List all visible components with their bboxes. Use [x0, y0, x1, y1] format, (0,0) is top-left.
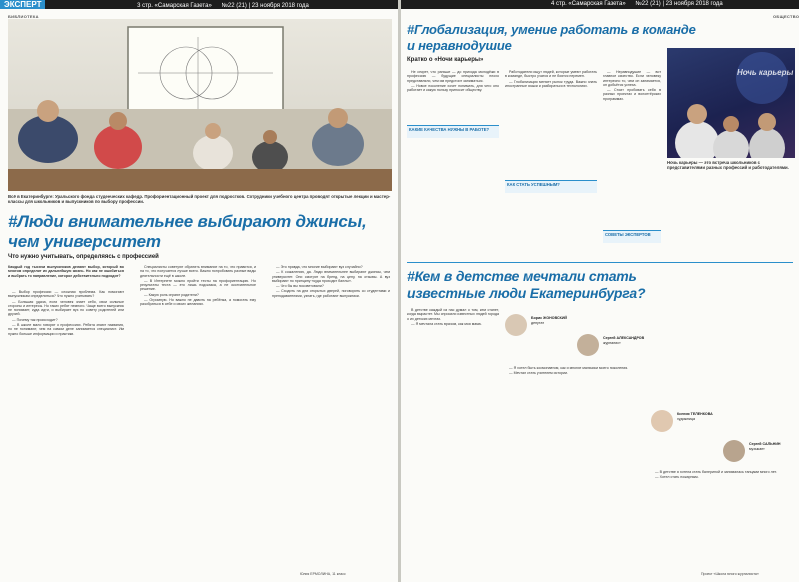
left-col-3-p4: — Сходить на дни открытых дверей, поговорить со студентами и преподавателями, узнать, где работают выпускники. — [272, 289, 390, 298]
person-name-3: Ксения ТЕЛЕНКОВА — [677, 412, 713, 416]
left-footer: Юлия ЕРМОЛИНА, 11 класс — [300, 572, 346, 576]
right-section: ОБЩЕСТВО — [773, 14, 799, 19]
right-col-2-p2: — Глобализация меняет рынок труда. Важно знать иностранные языки и разбираться в технологиях. — [505, 79, 597, 88]
right-col-1-p2: — Новое поколение хочет понимать, для чего оно работает и какую пользу приносит обществу. — [407, 83, 499, 93]
right-col-2 — [505, 70, 597, 250]
right-col-1-p1: Не секрет, что раньше — до прихода молодёжи в профессию — будущие специалисты плохо представляли, чем им предстоит заниматься. — [407, 70, 499, 83]
section-tag: ЭКСПЕРТ — [0, 0, 45, 9]
qualities-box-title: КАКИЕ КАЧЕСТВА НУЖНЫ В РАБОТЕ? — [409, 127, 490, 132]
right-headline-2a: #Кем в детстве мечтали стать — [407, 268, 637, 284]
left-col-2-p2: — В Интернете можно пройти тесты на профориентацию. Но результаты теста — это лишь подсказка, а не окончательное решение. — [140, 278, 256, 292]
right2-col-1 — [407, 308, 499, 568]
left-issue: №22 (21) | 23 ноября 2018 года — [221, 3, 309, 9]
right2-col-2-p1: — Я хотел быть космонавтом, как и многие мальчики моего поколения. — [509, 366, 629, 370]
left-col-1-p1: — Выбор профессии — сложная проблема. Как помогают выпускникам определиться? Что нужно учитывать? — [8, 290, 124, 299]
left-photo-caption: Всё в Екатеринбурге: Уральского фонда студенческих кафедр. Профориентационный проект для подростков. Сотрудники учебного центра проводят открытые лекции и мастер-классы для школьников и выпускников по выбору профессии. — [8, 194, 391, 205]
right-section-rule — [407, 262, 793, 263]
left-intro: Каждый год тысячи выпускников делают выбор, который во многом определит их дальнейшую жизнь. Но как не ошибиться и выбрать то направление, которое действительно подходит? — [8, 265, 124, 278]
right2-col-1-p2: — Я мечтала стать врачом, как моя мама. — [411, 321, 482, 326]
right2-col-3-p2: — Хотел стать пожарным. — [655, 475, 699, 480]
person-name-2: Сергей АЛЕКСАНДРОВ — [603, 336, 645, 340]
right-headline-2b: известные люди Екатеринбурга? — [407, 285, 646, 301]
right-top-bar — [401, 0, 799, 9]
person-role-2: журналист — [603, 341, 621, 345]
right-col-3 — [603, 70, 661, 250]
right2-col-3-p1: — В детстве я хотела стать балериной и занималась танцами много лет. — [655, 470, 777, 474]
right-col-2-p1: Работодатели ищут людей, которые умеют работать в команде, быстро учатся и не боятся перемен. — [505, 70, 597, 79]
left-col-3-p2: — К сожалению, да. Люди внимательнее выбирают джинсы, чем университет. Они смотрят на бренд, на цену, на отзывы. А вуз выбирают по принципу «куда проходят баллы». — [272, 270, 390, 283]
person-avatar-4 — [723, 440, 745, 462]
qualities-box — [407, 125, 499, 138]
person-role-3: художница — [677, 417, 695, 421]
right-page — [401, 0, 799, 582]
experts-box-title: СОВЕТЫ ЭКСПЕРТОВ — [605, 232, 651, 237]
success-box — [505, 180, 597, 193]
person-avatar-3 — [651, 410, 673, 432]
right2-col-1-p1: В детстве каждый из нас думал о том, кем станет, когда вырастет. Мы спросили известных людей города о их детских мечтах. — [407, 308, 499, 321]
person-name-1: Борис ЖОНОВСКИЙ — [531, 316, 567, 320]
left-col-1-p3: — Почему так происходит? — [12, 317, 58, 322]
right-col-1 — [407, 70, 499, 250]
left-subhead: Что нужно учитывать, определяясь с профессией — [8, 254, 159, 260]
experts-box — [603, 230, 661, 243]
right-subhead-1: Кратко о «Ночи карьеры» — [407, 57, 484, 63]
career-night-photo-text: Ночь карьеры — [737, 68, 794, 77]
left-headline-1: #Люди внимательнее выбирают джинсы, — [8, 212, 367, 231]
right-photo-caption: Ночь карьеры — это встреча школьников с представителями разных профессий и работодателями. — [667, 160, 789, 171]
right-col-3-p1: — Неравнодушие — вот главное качество. Если человеку интересно то, чем он занимается, он добьётся успеха. — [603, 70, 661, 87]
right2-col-3 — [651, 470, 793, 566]
person-role-1: депутат — [531, 321, 545, 325]
right-footer: Проект «Школа юного журналиста» — [701, 572, 759, 576]
right-headline-1b: и неравнодушие — [407, 38, 512, 53]
right2-col-2 — [505, 366, 645, 566]
career-night-illustration — [667, 48, 795, 158]
left-header: 3 стр. «Самарская Газета» — [137, 3, 212, 9]
person-avatar-2 — [577, 334, 599, 356]
left-headline-2: чем университет — [8, 232, 161, 251]
left-col-3 — [272, 265, 390, 565]
left-col-1 — [8, 290, 124, 575]
career-night-photo — [667, 48, 795, 158]
person-role-4: музыкант — [749, 447, 765, 451]
right-issue: №22 (21) | 23 ноября 2018 года — [635, 1, 723, 7]
left-top-bar — [0, 0, 398, 9]
right-headline-1a: #Глобализация, умение работать в команде — [407, 22, 696, 37]
left-col-1-p4: — В школе мало говорят о профессиях. Ребята знают названия, но не понимают, чем на самом деле занимается специалист. Им нужно больше информации и практики. — [8, 323, 124, 336]
left-page — [0, 0, 398, 582]
left-col-2 — [140, 265, 256, 575]
left-col-3-p1: — Это правда, что многие выбирают вуз случайно? — [276, 265, 363, 269]
person-name-4: Сергей САЛЬНИН — [749, 442, 781, 446]
person-avatar-1 — [505, 314, 527, 336]
success-box-title: КАК СТАТЬ УСПЕШНЫМ? — [507, 182, 560, 187]
right-header: 4 стр. «Самарская Газета» — [551, 1, 626, 7]
left-section: БИБЛИОТЕКА — [8, 14, 39, 19]
right-col-3-p2: — Стоит пробовать себя в разных проектах и волонтёрских программах. — [603, 88, 661, 101]
classroom-photo — [8, 19, 392, 191]
classroom-illustration — [8, 19, 392, 191]
left-col-2-p4: — Огромную. Но важно не давить на ребёнка, а помогать ему разобраться в себе и своих желаниях. — [140, 298, 256, 307]
right2-col-2-p2: — Мечтал стать учителем истории. — [509, 371, 569, 376]
left-col-2-p3: — Какую роль играют родители? — [144, 292, 199, 297]
left-col-2-p1: Специалисты советуют обратить внимание на то, что нравится, и на то, что получается лучше всего. Важно попробовать разные виды деятельности ещё в школе. — [140, 265, 256, 278]
left-col-1-p2: — Большая удача, если человек знает себя, свои сильные стороны и интересы. Но таких ребят немного. Чаще всего выпускник не понимает, куда идти, и выбирает вуз по совету родителей или друзей. — [8, 299, 124, 317]
left-col-3-p3: — Что бы вы посоветовали? — [276, 284, 324, 289]
